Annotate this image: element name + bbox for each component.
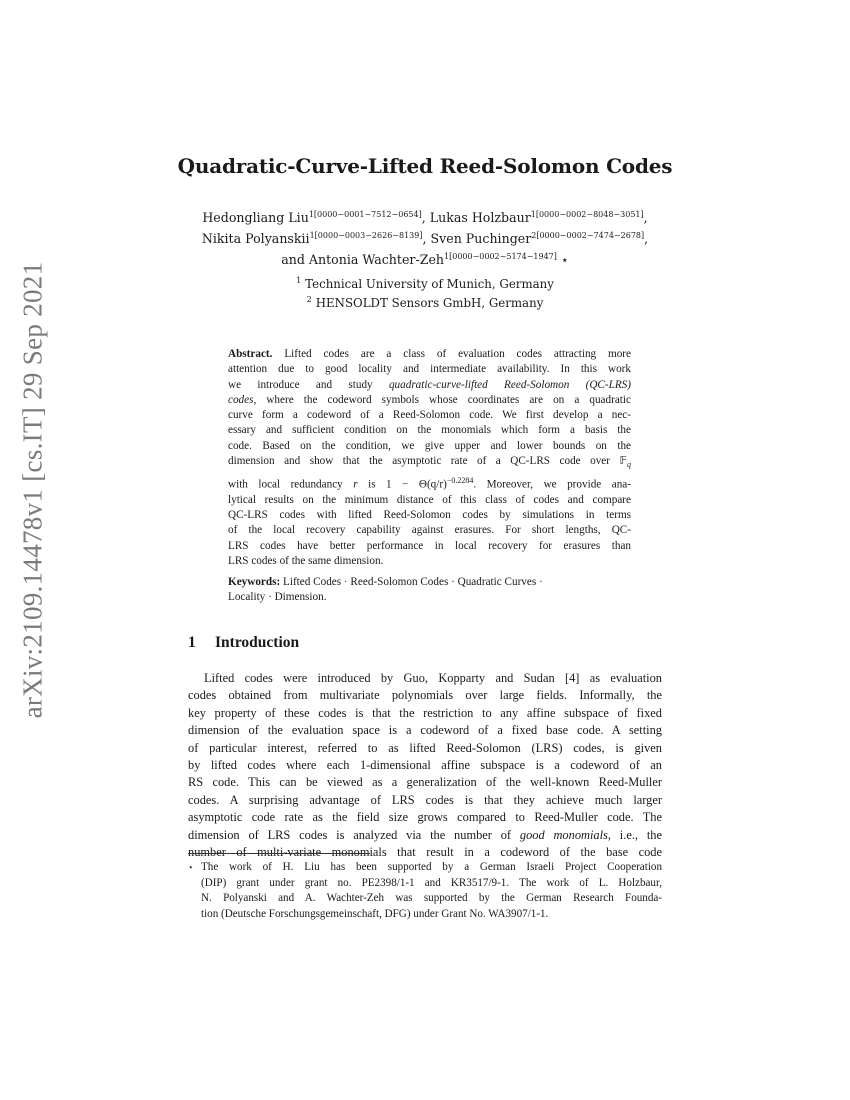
- affiliation-item: [0, 273, 850, 292]
- affiliation-number: 1: [296, 276, 302, 285]
- author-name: Hedongliang Liu: [202, 210, 309, 225]
- footnote-line: N. Polyanski and A. Wachter-Zeh was supported by the German Research Founda-: [201, 892, 662, 904]
- body-line: codes obtained from multivariate polynomials over large fields. Informally, the: [188, 688, 662, 703]
- author-line-3: [150, 248, 700, 269]
- abstract-line: [228, 378, 631, 393]
- abstract-line: of the local recovery capability against erasures. For short lengths, QC-: [228, 524, 631, 537]
- keywords-line: [228, 575, 631, 590]
- footnote-line: tion (Deutsche Forschungsgemeinschaft, DFG) under Grant No. WA3907/1-1.: [201, 907, 549, 920]
- author-orcid: 1[0000−0001−7512−0654]: [308, 210, 422, 219]
- author-list: [150, 206, 700, 269]
- field-subscript: q: [627, 460, 631, 470]
- author-separator: ,: [643, 210, 648, 225]
- paper-title: Quadratic-Curve-Lifted Reed-Solomon Codes: [177, 154, 673, 178]
- abstract-line: LRS codes have better performance in local recovery for erasures than: [228, 539, 631, 552]
- abstract-line: [228, 454, 631, 473]
- abstract-line: curve form a codeword of a Reed-Solomon code. We first develop a nec-: [228, 409, 631, 422]
- math-var: r: [353, 478, 358, 491]
- body-line: codes. A surprising advantage of LRS codes is that they achieve much larger: [188, 792, 662, 807]
- abstract-line: attention due to good locality and intermediate availability. In this work: [228, 363, 631, 376]
- body-line: [188, 827, 662, 844]
- author-name: Nikita Polyanskii: [201, 231, 310, 246]
- keywords-label: Keywords:: [228, 576, 281, 588]
- author-orcid: 1[0000−0003−2626−8139]: [309, 231, 423, 240]
- footnote-line: (DIP) grant under grant no. PE2398/1-1 and KR3517/9-1. The work of L. Holzbaur,: [201, 876, 662, 889]
- abstract-line: LRS codes of the same dimension.: [228, 554, 384, 567]
- footnote-line: The work of H. Liu has been supported by a German Israeli Project Cooperation: [201, 861, 662, 873]
- abstract-line: [228, 393, 631, 408]
- section-title: Introduction: [215, 634, 300, 651]
- footnote: [188, 860, 662, 922]
- affiliations: [0, 273, 850, 311]
- body-text: dimension of LRS codes is analyzed via the number of: [188, 827, 520, 842]
- arxiv-id-text: arXiv:2109.14478v1 [cs.IT] 29 Sep 2021: [17, 261, 48, 719]
- abstract-italic-term: quadratic-curve-lifted Reed-Solomon (QC-LRS): [388, 378, 631, 391]
- section-number: 1: [188, 634, 196, 651]
- abstract-text: . Moreover, we provide ana-: [473, 478, 631, 491]
- author-separator: ,: [422, 231, 431, 246]
- footnote-mark: ⋆: [188, 862, 194, 872]
- abstract-line: lytical results on the minimum distance of this class of codes and compare: [228, 493, 631, 506]
- author-footnote-mark: ⋆: [556, 252, 569, 267]
- math-expression: is 1 − Θ(q/r): [357, 478, 447, 491]
- author-line-2: [150, 227, 700, 248]
- author-orcid: 2[0000−0002−7474−2678]: [531, 231, 645, 240]
- body-line: by lifted codes where each 1-dimensional affine subspace is a codeword of an: [188, 758, 662, 773]
- body-line: asymptotic code rate as the field size grows compared to Reed-Muller code. The: [188, 810, 662, 825]
- author-separator: ,: [644, 231, 649, 246]
- abstract-text: dimension and show that the asymptotic rate of a QC-LRS code over 𝔽: [228, 455, 627, 468]
- affiliation-name: HENSOLDT Sensors GmbH, Germany: [315, 296, 544, 310]
- affiliation-number: 2: [306, 295, 312, 304]
- abstract-line: [228, 473, 631, 493]
- abstract: [228, 347, 631, 569]
- body-line: key property of these codes is that the restriction to any affine subspace of fixed: [188, 705, 662, 720]
- abstract-text: we introduce and study: [228, 378, 389, 391]
- body-line: number of multi-variate monomials that result in a codeword of the base code: [188, 845, 662, 860]
- body-text: , i.e., the: [607, 827, 662, 842]
- author-orcid: 1[0000−0002−5174−1947]: [444, 252, 557, 261]
- author-separator: ,: [421, 210, 430, 225]
- affiliation-name: Technical University of Munich, Germany: [305, 277, 554, 291]
- author-name: and Antonia Wachter-Zeh: [281, 252, 445, 267]
- author-name: Lukas Holzbaur: [429, 210, 531, 225]
- body-line: of particular interest, referred to as lifted Reed-Solomon (LRS) codes, is given: [188, 740, 662, 755]
- keywords-text: Lifted Codes · Reed-Solomon Codes · Quadratic Curves ·: [280, 576, 543, 588]
- footnote-rule: [188, 853, 370, 854]
- arxiv-identifier-stamp: [4, 261, 62, 719]
- abstract-line: essary and sufficient condition on the monomials which form a basis the: [228, 424, 631, 437]
- body-line: dimension of the evaluation space is a codeword of a fixed base code. A setting: [188, 723, 662, 738]
- author-line-1: [150, 206, 700, 227]
- abstract-italic-term: codes: [228, 393, 254, 406]
- body-italic-term: good monomials: [519, 827, 608, 842]
- author-orcid: 1[0000−0002−8048−3051]: [530, 210, 644, 219]
- author-name: Sven Puchinger: [430, 231, 532, 246]
- keywords: [228, 575, 631, 606]
- abstract-label: Abstract.: [228, 348, 273, 360]
- abstract-text: with local redundancy: [228, 478, 354, 491]
- abstract-line: QC-LRS codes with lifted Reed-Solomon codes by simulations in terms: [228, 508, 631, 521]
- abstract-text: Lifted codes are a class of evaluation codes attracting more: [272, 348, 631, 360]
- affiliation-item: [0, 292, 850, 311]
- abstract-line: code. Based on the condition, we give upper and lower bounds on the: [228, 439, 631, 452]
- abstract-text: , where the codeword symbols whose coordinates are on a quadratic: [253, 393, 631, 406]
- body-line: RS code. This can be viewed as a generalization of the well-known Reed-Muller: [188, 775, 662, 790]
- keywords-line: Locality · Dimension.: [228, 591, 327, 604]
- math-exponent: −0.2284: [446, 475, 474, 485]
- body-line: Lifted codes were introduced by Guo, Kopparty and Sudan [4] as evaluation: [204, 671, 662, 685]
- intro-paragraph: [188, 670, 662, 861]
- section-heading: [188, 634, 299, 652]
- abstract-line: [228, 347, 631, 362]
